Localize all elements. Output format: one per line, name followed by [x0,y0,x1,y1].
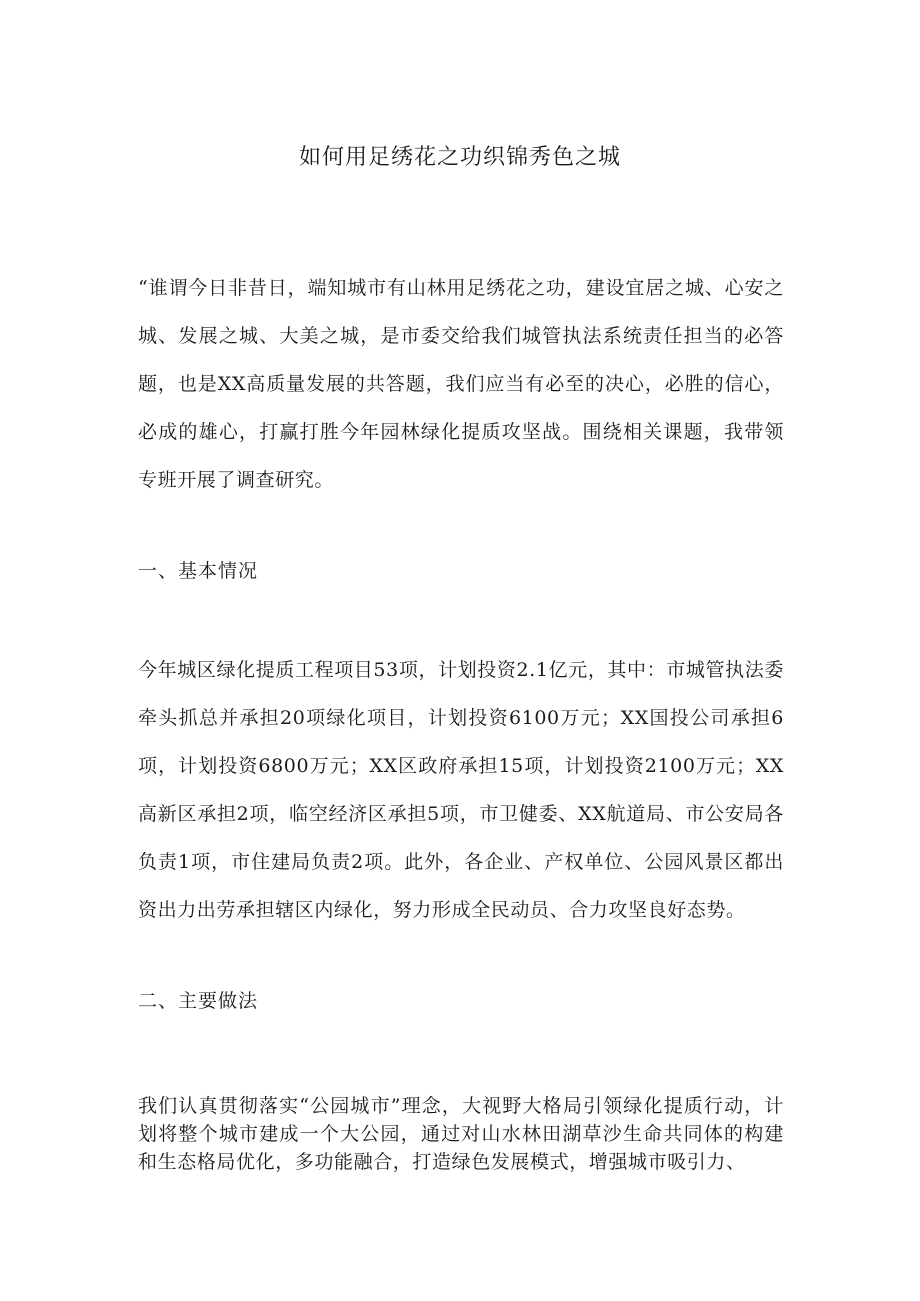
main-methods-paragraph: 我们认真贯彻落实“公园城市”理念，大视野大格局引领绿化提质行动，计划将整个城市建成一个大公园，通过对山水林田湖草沙生命共同体的构建和生态格局优化，多功能融合，打造绿色发展模式，增强城市吸引力、 [138,1095,784,1173]
section-heading-methods: 二、主要做法 [138,990,259,1012]
intro-paragraph: “谁谓今日非昔日，端知城市有山林用足绣花之功，建设宜居之城、心安之城、发展之城、大美之城，是市委交给我们城管执法系统责任担当的必答题，也是XX高质量发展的共答题，我们应当有必至的决心，必胜的信心，必成的雄心，打赢打胜今年园林绿化提质攻坚战。围绕相关课题，我带领专班开展了调查研究。 [138,277,784,491]
section-heading-basic: 一、基本情况 [138,560,259,582]
document-title: 如何用足绣花之功织锦秀色之城 [298,145,621,170]
basic-situation-paragraph: 今年城区绿化提质工程项目53项，计划投资2.1亿元，其中：市城管执法委牵头抓总并承担20项绿化项目，计划投资6100万元；XX国投公司承担6项，计划投资6800万元；XX区政府承担15项，计划投资2100万元；XX高新区承担2项，临空经济区承担5项，市卫健委、XX航道局、市公安局各负责1项，市住建局负责2项。此外，各企业、产权单位、公园风景区都出资出力出劳承担辖区内绿化，努力形成全民动员、合力攻坚良好态势。 [138,659,784,921]
